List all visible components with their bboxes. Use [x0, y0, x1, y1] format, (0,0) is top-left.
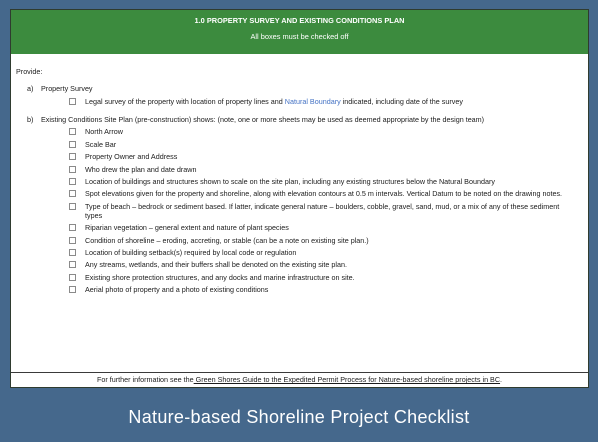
checklist-item — [16, 273, 582, 282]
checkbox[interactable] — [69, 98, 76, 105]
footer-prefix: For further information see the — [96, 375, 194, 384]
checklist-body — [11, 54, 588, 294]
section-title: 1.0 PROPERTY SURVEY AND EXISTING CONDITIONS PLAN — [194, 16, 405, 25]
section-a-letter: a) — [27, 84, 34, 93]
checklist-item — [16, 248, 582, 257]
item-text: indicated, including date of the survey — [340, 97, 463, 106]
page-caption: Nature-based Shoreline Project Checklist — [128, 407, 470, 427]
checklist-item — [16, 202, 582, 220]
item-text: Legal survey of the property with location of property lines and — [85, 97, 285, 106]
checklist-item-label: Condition of shoreline – eroding, accreting, or stable (can be a note on existing site plan.) — [85, 235, 369, 245]
checkbox[interactable] — [69, 128, 76, 135]
checklist-item — [16, 223, 582, 232]
checkbox[interactable] — [69, 178, 76, 185]
checklist-item-label: Who drew the plan and date drawn — [85, 164, 197, 174]
green-shores-guide-link[interactable]: Green Shores Guide to the Expedited Permit Process for Nature-based shoreline projects in BC — [193, 375, 501, 384]
checklist-item — [16, 260, 582, 269]
section-b-header — [16, 115, 582, 124]
checkbox[interactable] — [69, 274, 76, 281]
checklist-item — [16, 285, 582, 294]
checklist-item-label: Any streams, wetlands, and their buffers shall be denoted on the existing site plan. — [85, 260, 347, 270]
section-b-letter: b) — [27, 115, 34, 124]
natural-boundary-link[interactable]: Natural Boundary — [284, 97, 341, 106]
section-b-items — [16, 127, 582, 294]
checkbox[interactable] — [69, 224, 76, 231]
checklist-item — [16, 177, 582, 186]
checklist-item-label: Spot elevations given for the property and shoreline, along with elevation contours at 0.5 m intervals. Vertical Datum to be noted on the drawing notes. — [85, 189, 563, 199]
checklist-item-label: Scale Bar — [85, 139, 117, 149]
checkbox[interactable] — [69, 237, 76, 244]
checklist-item — [16, 236, 582, 245]
checklist-item-label: Aerial photo of property and a photo of existing conditions — [85, 285, 269, 295]
checkbox[interactable] — [69, 286, 76, 293]
checklist-item — [16, 127, 582, 136]
checklist-item-label: Type of beach – bedrock or sediment based. If latter, indicate general nature – boulders, cobble, gravel, sand, mud, or a mix of any of these sediment types — [85, 201, 560, 220]
checklist-item-label: North Arrow — [85, 127, 123, 137]
checklist-item-label: Location of building setback(s) required by local code or regulation — [85, 247, 297, 257]
checkbox[interactable] — [69, 203, 76, 210]
checklist-document — [10, 9, 589, 388]
checklist-item — [16, 140, 582, 149]
footer-suffix: . — [500, 375, 503, 384]
checklist-item — [16, 165, 582, 174]
checklist-item — [16, 97, 582, 106]
section-a-items — [16, 97, 582, 106]
checklist-item-label: Property Owner and Address — [85, 152, 178, 162]
section-subtitle: All boxes must be checked off — [250, 32, 349, 41]
checklist-item-label: Existing shore protection structures, and any docks and marine infrastructure on site. — [85, 272, 355, 282]
section-b-heading: Existing Conditions Site Plan (pre-construction) shows: (note, one or more sheets may be used as deemed appropriate by the design team) — [41, 115, 485, 124]
checklist-item-label: Riparian vegetation – general extent and nature of plant species — [85, 223, 289, 233]
section-banner — [11, 10, 588, 54]
checklist-item-label — [85, 97, 574, 106]
provide-label: Provide: — [16, 67, 43, 76]
checklist-item — [16, 189, 582, 198]
checkbox[interactable] — [69, 153, 76, 160]
checkbox[interactable] — [69, 141, 76, 148]
section-a-header — [16, 84, 582, 93]
checklist-item-label: Location of buildings and structures shown to scale on the site plan, including any existing structures below the Natural Boundary — [85, 176, 495, 186]
checklist-item — [16, 152, 582, 161]
footer-note — [11, 372, 588, 387]
checkbox[interactable] — [69, 261, 76, 268]
checkbox[interactable] — [69, 166, 76, 173]
section-a-heading: Property Survey — [41, 84, 93, 93]
checkbox[interactable] — [69, 190, 76, 197]
checkbox[interactable] — [69, 249, 76, 256]
